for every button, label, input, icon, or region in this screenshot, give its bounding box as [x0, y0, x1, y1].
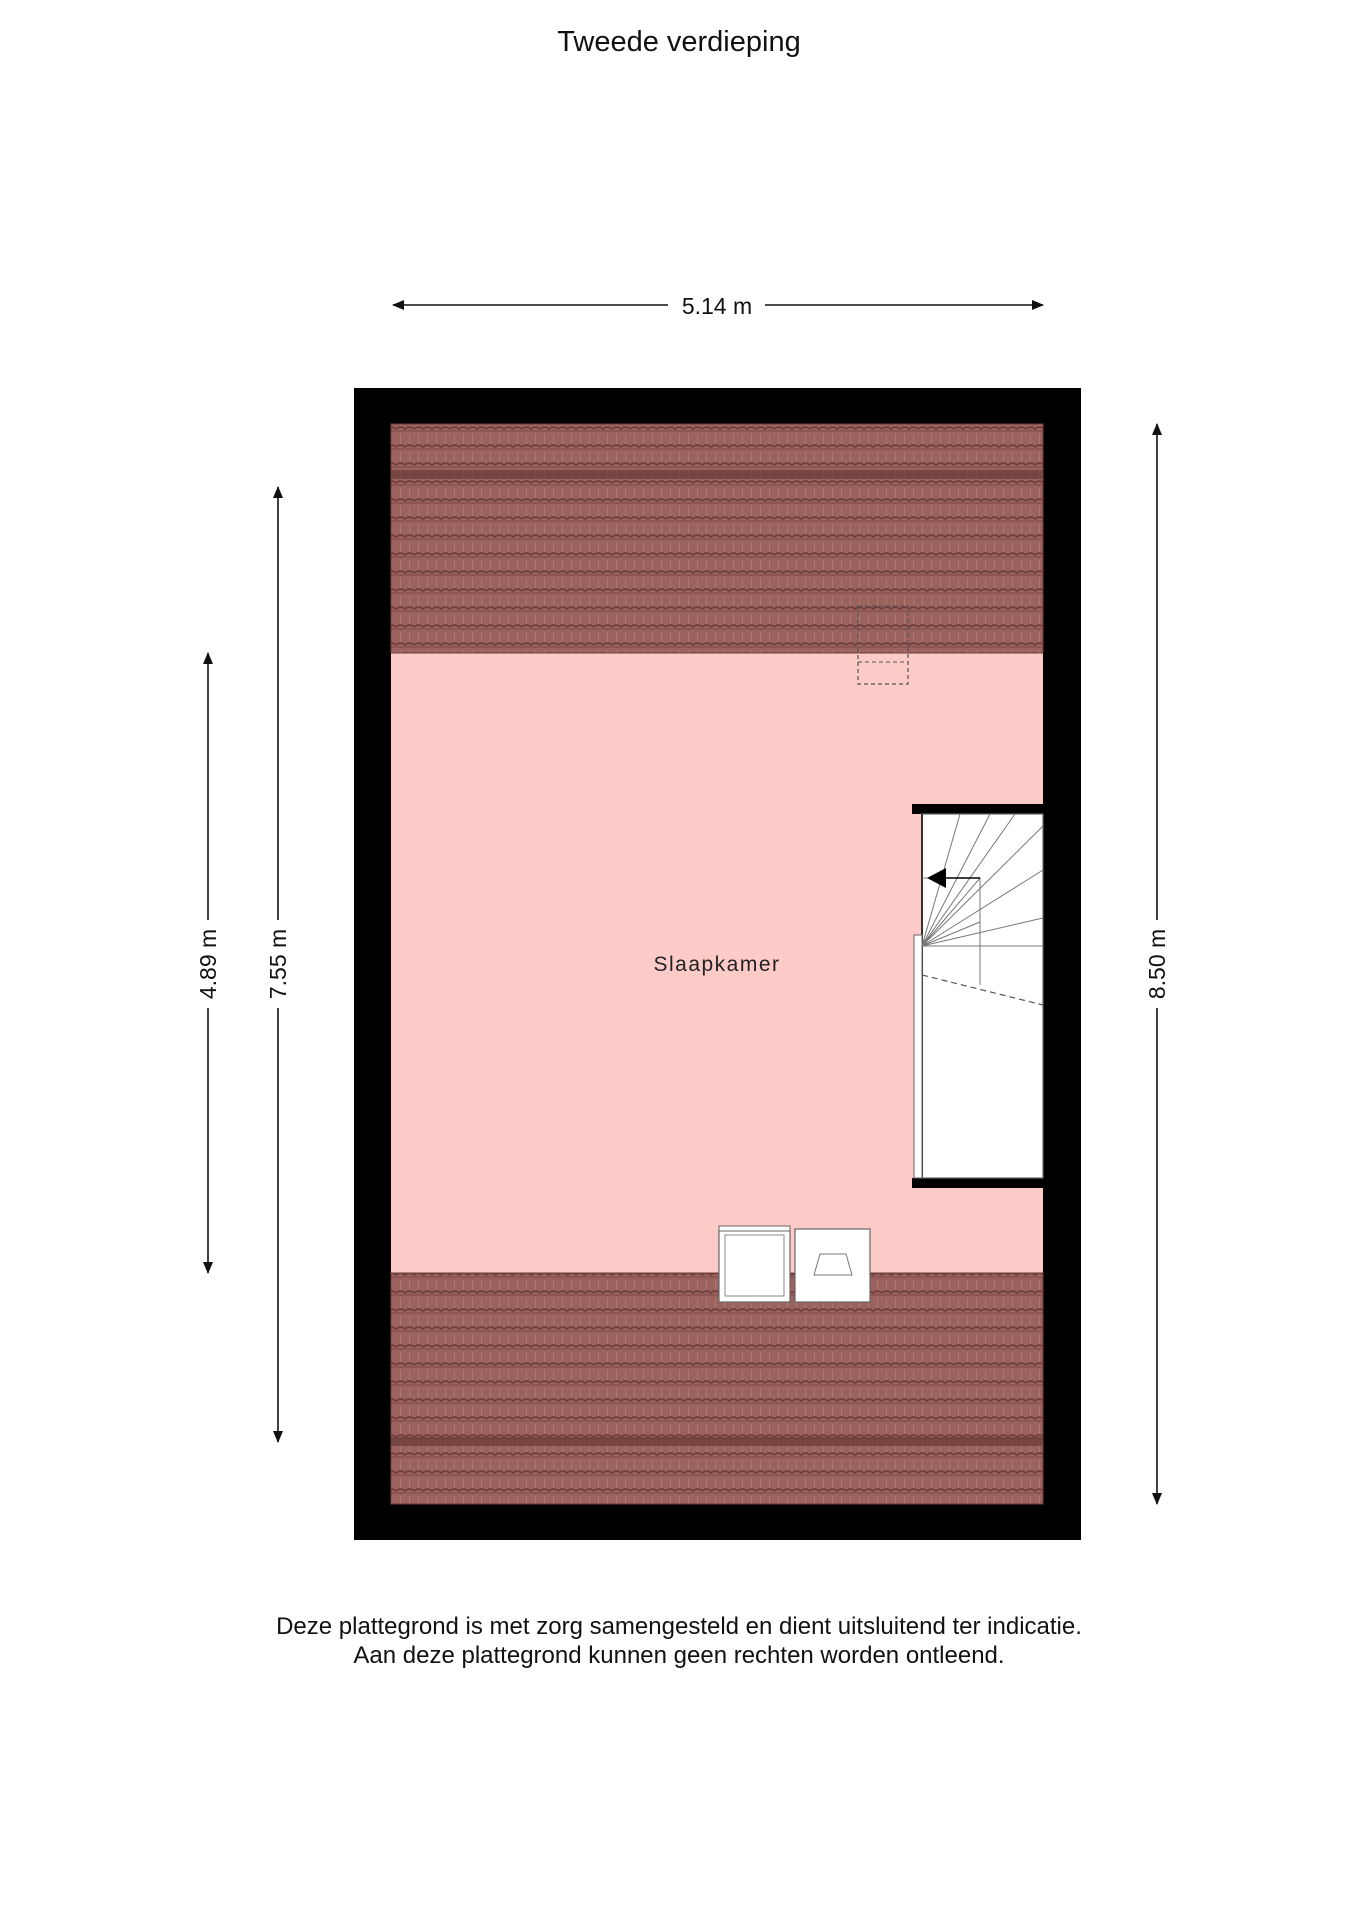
roof-slope-bottom — [391, 1273, 1043, 1504]
dimension-height-inner — [195, 653, 221, 1273]
dimension-height-mid — [265, 487, 291, 1442]
page-title: Tweede verdieping — [557, 26, 801, 58]
disclaimer-line-1: Deze plattegrond is met zorg samengesteld en dient uitsluitend ter indicatie. — [276, 1613, 1082, 1640]
dimension-height-right — [1144, 424, 1170, 1504]
dimension-label-width: 5.14 m — [681, 293, 753, 319]
dimension-label-right-height: 8.50 m — [1144, 928, 1170, 1000]
dimension-label-inner-height: 4.89 m — [195, 928, 221, 1000]
roof-slope-top — [391, 424, 1043, 653]
washer-dryer — [719, 1226, 870, 1302]
dimension-width-top — [393, 293, 1043, 319]
staircase — [914, 814, 1043, 1178]
room-label-slaapkamer: Slaapkamer — [653, 953, 781, 976]
dimension-label-mid-height: 7.55 m — [265, 928, 291, 1000]
disclaimer-line-2: Aan deze plattegrond kunnen geen rechten worden ontleend. — [353, 1642, 1005, 1669]
